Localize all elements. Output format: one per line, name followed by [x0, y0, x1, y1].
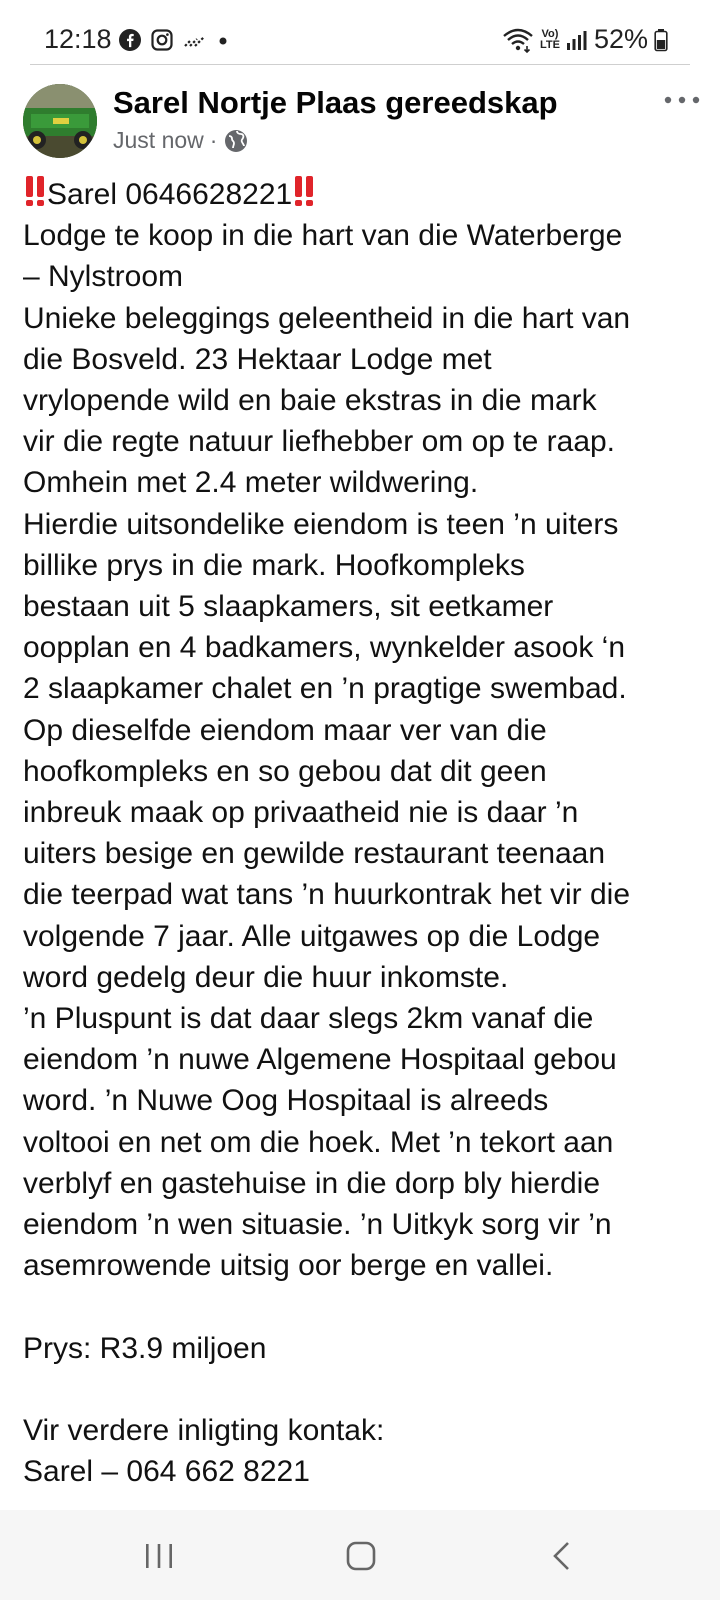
post-line: 2 slaapkamer chalet en ’n pragtige swembad. — [23, 672, 627, 706]
post-line: word gedelg deur die huur inkomste. — [23, 960, 509, 994]
post-author[interactable]: Sarel Nortje Plaas gereedskap — [113, 85, 558, 120]
lte-text: LTE — [539, 38, 560, 51]
post-line: Hierdie uitsondelike eiendom is teen ’n uiters — [23, 507, 619, 541]
status-notification-icons — [118, 28, 230, 52]
battery-icon — [654, 28, 668, 52]
post-line: voltooi en net om die hoek. Met ’n tekort aan — [23, 1125, 614, 1159]
post-line: ’n Pluspunt is dat daar slegs 2km vanaf die — [23, 1002, 594, 1036]
post-line: bestaan uit 5 slaapkamers, sit eetkamer — [23, 590, 554, 624]
globe-icon — [223, 128, 249, 154]
meta-separator: · — [209, 127, 218, 153]
post-meta — [113, 127, 249, 154]
post-line: eiendom ’n nuwe Algemene Hospitaal gebou — [23, 1043, 617, 1077]
post-line: asemrowende uitsig oor berge en vallei. — [23, 1249, 554, 1283]
post-line: Omhein met 2.4 meter wildwering. — [23, 466, 479, 500]
more-options-icon[interactable] — [662, 90, 702, 110]
post-line: oopplan en 4 badkamers, wynkelder asook ‘n — [23, 631, 626, 665]
status-bar — [0, 0, 720, 64]
post-line: Unieke beleggings geleentheid in die hart van — [23, 301, 631, 335]
post-line: Lodge te koop in die hart van die Waterberge — [23, 219, 623, 253]
post-body — [23, 174, 703, 1492]
post-line — [23, 174, 703, 215]
battery-percent: 52% — [593, 24, 648, 54]
signal-strength-icon — [182, 28, 208, 52]
post-line: eiendom ’n wen situasie. ’n Uitkyk sorg vir ’n — [23, 1208, 612, 1242]
post-line: die Bosveld. 23 Hektaar Lodge met — [23, 342, 492, 376]
double-exclamation-icon — [23, 174, 47, 208]
volte-text: Vo) — [541, 27, 559, 40]
volte-label — [540, 29, 560, 51]
cell-signal-icon — [566, 29, 588, 51]
post-line: Op dieselfde eiendom maar ver van die — [23, 713, 547, 747]
post-price: Prys: R3.9 miljoen — [23, 1331, 267, 1365]
post-line: Vir verdere inligting kontak: — [23, 1414, 385, 1448]
home-icon[interactable] — [345, 1540, 377, 1572]
post-line: – Nylstroom — [23, 260, 184, 294]
post-line: volgende 7 jaar. Alle uitgawes op die Lodge — [23, 919, 601, 953]
post-blank-line — [23, 1286, 703, 1327]
post-line: hoofkompleks en so gebou dat dit geen — [23, 754, 547, 788]
post-line: vrylopende wild en baie ekstras in die mark — [23, 384, 597, 418]
status-system-icons — [502, 24, 668, 55]
recent-apps-icon[interactable] — [143, 1542, 175, 1570]
post-line: verblyf en gastehuise in die dorp bly hierdie — [23, 1166, 601, 1200]
post-line: vir die regte natuur liefhebber om op te raap. — [23, 425, 616, 459]
post-timestamp[interactable]: Just now — [113, 127, 204, 153]
back-icon[interactable] — [550, 1540, 574, 1572]
post-line: inbreuk maak op privaatheid nie is daar ’n — [23, 796, 579, 830]
status-time: 12:18 — [44, 24, 112, 54]
post-blank-line — [23, 1369, 703, 1410]
avatar[interactable] — [23, 84, 97, 158]
status-divider — [30, 64, 690, 65]
instagram-icon — [150, 28, 174, 52]
android-nav-bar — [0, 1510, 720, 1600]
double-exclamation-icon — [292, 174, 316, 208]
avatar-image — [23, 84, 97, 158]
wifi-icon — [502, 27, 534, 53]
post-line: word. ’n Nuwe Oog Hospitaal is alreeds — [23, 1084, 549, 1118]
notification-dot-icon — [216, 28, 230, 52]
post-contact-headline: Sarel 0646628221 — [47, 178, 293, 211]
post-header — [0, 66, 720, 176]
post-contact: Sarel – 064 662 8221 — [23, 1455, 310, 1489]
post-line: uiters besige en gewilde restaurant teenaan — [23, 837, 606, 871]
post-line: die teerpad wat tans ’n huurkontrak het vir die — [23, 878, 631, 912]
facebook-icon — [118, 28, 142, 52]
post-line: billike prys in die mark. Hoofkompleks — [23, 548, 525, 582]
